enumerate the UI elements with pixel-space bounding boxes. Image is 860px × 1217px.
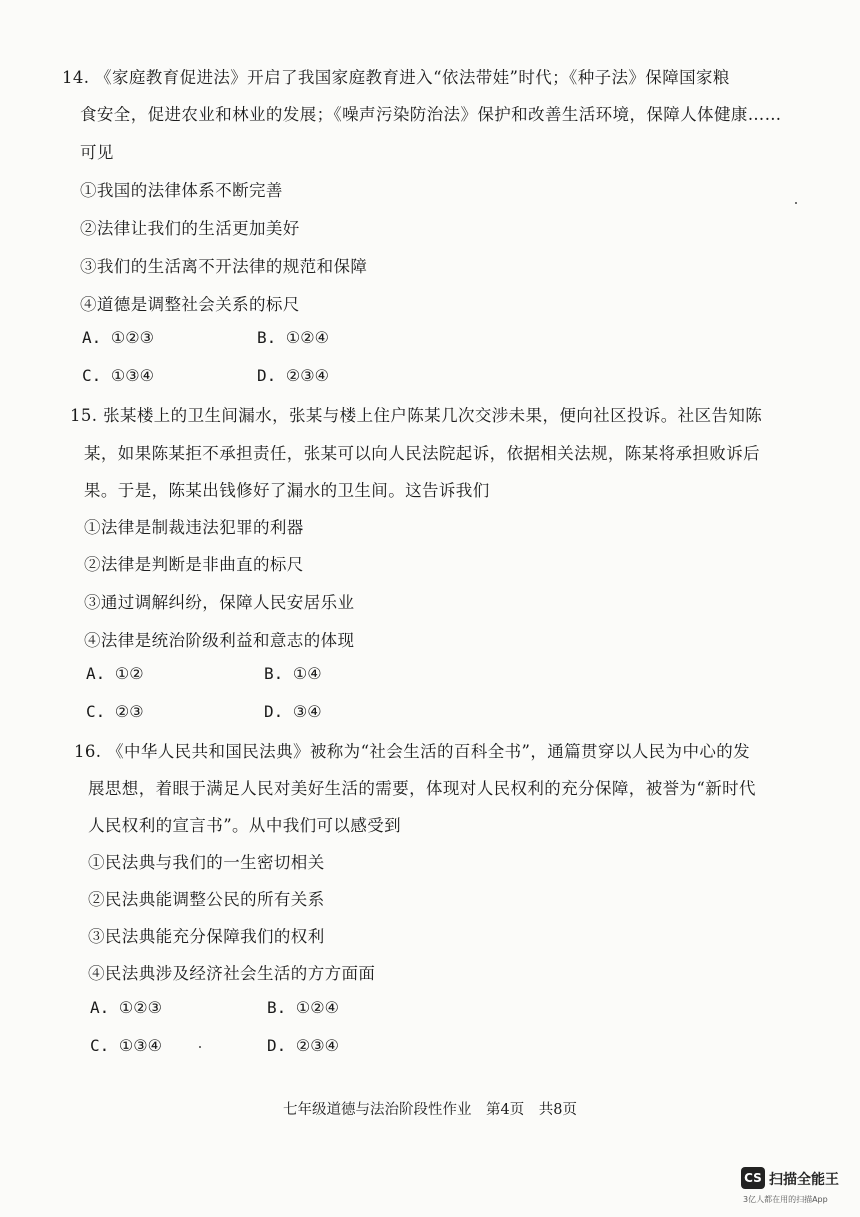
question-14-option-d[interactable]: D. ②③④ xyxy=(257,366,329,385)
scan-speck xyxy=(199,1046,201,1048)
question-14-option-b[interactable]: B. ①②④ xyxy=(257,328,329,347)
question-16-option-b[interactable]: B. ①②④ xyxy=(267,998,339,1017)
question-15-option-d[interactable]: D. ③④ xyxy=(264,702,322,721)
question-16-option-a[interactable]: A. ①②③ xyxy=(90,998,162,1017)
question-15-statement-2: ②法律是判断是非曲直的标尺 xyxy=(84,555,304,574)
question-16-line-1: 16. 《中华人民共和国民法典》被称为“社会生活的百科全书”，通篇贯穿以人民为中心的发 xyxy=(74,742,751,761)
question-14-line-1: 14. 《家庭教育促进法》开启了我国家庭教育进入“依法带娃”时代；《种子法》保障国家粮 xyxy=(62,68,730,87)
page-footer: 七年级道德与法治阶段性作业 第4页 共8页 xyxy=(283,1102,577,1118)
question-15-statement-3: ③通过调解纠纷，保障人民安居乐业 xyxy=(84,593,355,612)
question-15-line-2: 某，如果陈某拒不承担责任，张某可以向人民法院起诉，依据相关法规，陈某将承担败诉后 xyxy=(84,444,760,463)
camscanner-logo-icon: CS xyxy=(741,1167,765,1189)
question-14-option-a[interactable]: A. ①②③ xyxy=(82,328,154,347)
question-14-line-2: 食安全，促进农业和林业的发展；《噪声污染防治法》保护和改善生活环境，保障人体健康…… xyxy=(80,105,782,124)
question-15-option-a[interactable]: A. ①② xyxy=(86,664,144,683)
watermark-app-name: 扫描全能王 xyxy=(769,1172,839,1188)
question-15-line-1: 15. 张某楼上的卫生间漏水，张某与楼上住户陈某几次交涉未果，便向社区投诉。社区告知陈 xyxy=(70,406,763,425)
question-14-option-c[interactable]: C. ①③④ xyxy=(82,366,154,385)
scan-speck xyxy=(795,202,797,204)
question-15-line-3: 果。于是，陈某出钱修好了漏水的卫生间。这告诉我们 xyxy=(84,481,490,500)
question-16-statement-3: ③民法典能充分保障我们的权利 xyxy=(88,927,325,946)
question-15-option-b[interactable]: B. ①④ xyxy=(264,664,322,683)
question-16-statement-4: ④民法典涉及经济社会生活的方方面面 xyxy=(88,964,376,983)
question-14-statement-3: ③我们的生活离不开法律的规范和保障 xyxy=(80,257,368,276)
question-16-option-c[interactable]: C. ①③④ xyxy=(90,1036,162,1055)
question-15-statement-1: ①法律是制裁违法犯罪的利器 xyxy=(84,518,304,537)
question-16-statement-2: ②民法典能调整公民的所有关系 xyxy=(88,890,325,909)
question-16-option-d[interactable]: D. ②③④ xyxy=(267,1036,339,1055)
question-16-line-2: 展思想，着眼于满足人民对美好生活的需要，体现对人民权利的充分保障，被誉为“新时代 xyxy=(88,779,756,798)
question-14-statement-4: ④道德是调整社会关系的标尺 xyxy=(80,295,300,314)
question-14-statement-1: ①我国的法律体系不断完善 xyxy=(80,181,283,200)
watermark-tagline: 3亿人都在用的扫描App xyxy=(743,1195,828,1204)
question-14-statement-2: ②法律让我们的生活更加美好 xyxy=(80,219,300,238)
scanner-watermark xyxy=(741,1167,849,1207)
question-15-statement-4: ④法律是统治阶级利益和意志的体现 xyxy=(84,631,355,650)
question-14-line-3: 可见 xyxy=(80,143,114,162)
question-16-line-3: 人民权利的宣言书”。从中我们可以感受到 xyxy=(88,816,402,835)
question-15-option-c[interactable]: C. ②③ xyxy=(86,702,144,721)
question-16-statement-1: ①民法典与我们的一生密切相关 xyxy=(88,853,325,872)
